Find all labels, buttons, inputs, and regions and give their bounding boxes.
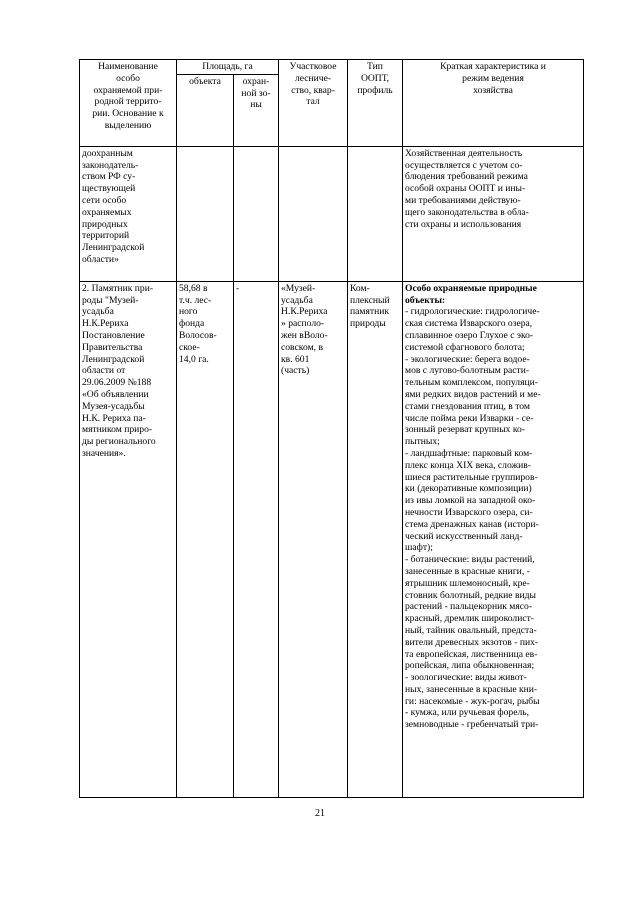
header-area-buffer: охран- ной зо- ны bbox=[234, 74, 279, 146]
cell-name: 2. Памятник при- роды "Музей- усадьба Н.К.Рериха Постановление Правительства Ленинградской области от 29.06.2009 №188 «Об объявлении Музея-усадьбы Н.К. Рериха па- мятником приро- ды регионального значения». bbox=[80, 281, 177, 797]
header-name: Наименование особо охраняемой при- родной террито- рии. Основание к выделению bbox=[80, 60, 177, 147]
header-area: Площадь, га bbox=[177, 60, 279, 75]
cell-forestry: «Музей- усадьба Н.К.Рериха » располо- жен вВоло- совском, в кв. 601 (часть) bbox=[279, 281, 348, 797]
cell-area-buffer: - bbox=[234, 281, 279, 797]
header-type: Тип ООПТ, профиль bbox=[348, 60, 403, 147]
cell-type: Ком- плексный памятник природы bbox=[348, 281, 403, 797]
cell-area-buffer bbox=[234, 146, 279, 281]
reserve-table bbox=[79, 59, 584, 798]
cell-characteristics bbox=[403, 281, 584, 797]
table-row bbox=[80, 281, 584, 797]
header-area-object: объекта bbox=[177, 74, 234, 146]
cell-type bbox=[348, 146, 403, 281]
cell-characteristics bbox=[403, 146, 584, 281]
page-number: 21 bbox=[315, 808, 325, 819]
header-characteristics: Краткая характеристика и режим ведения хозяйства bbox=[403, 60, 584, 147]
header-forestry: Участковое лесниче- ство, квар- тал bbox=[279, 60, 348, 147]
characteristics-text: Хозяйственная деятельность осуществляется с учетом со- блюдения требований режима особой охраны ООПТ и ины- ми требованиями действую- щего законодательства в обла- сти охраны и использования bbox=[405, 147, 529, 230]
cell-forestry bbox=[279, 146, 348, 281]
cell-name: доохранным законодатель- ством РФ су- ществующей сети особо охраняемых природных территорий Ленинградской области» bbox=[80, 146, 177, 281]
cell-area-object: 58,68 в т.ч. лес- ного фонда Волосов- ское- 14,0 га. bbox=[177, 281, 234, 797]
table-row bbox=[80, 146, 584, 281]
characteristics-title: Особо охраняемые природные объекты: bbox=[405, 282, 537, 306]
characteristics-text: - гидрологические: гидрологиче- ская система Изварского озера, сплавинное озеро Глухое с эко- системой сфагнового болота; - экологические: берега водое- мов с лугово-болотным расти- тельным комплексом, популяци- ями редких видов растений и ме- стами гнездования птиц, в том числе пойма реки Изварки - се- зонный резерват крупных ко- пытных; - ландшафтные: парковый ком- плекс конца XIX века, сложив- шиеся растительные группиров- ки (декоративные композиции) из ивы ломкой на западной око- нечности Изварского озера, си- стема дренажных канав (истори- ческий искусственный ланд- шафт); - ботанические: виды растений, занесенные в красные книги, - ятрышник шлемоносный, кре- стовник болотный, редкие виды растений - пальцекорник мясо- красный, дремлик широколист- ный, тайник овальный, предста- вители древесных экзотов - пих- та европейская, лиственница ев- ропейская, липа обыкновенная; - зоологические: виды живот- ных, занесенные в красные кни- ги: насекомые - жук-рогач, рыбы - кумжа, или ручьевая форель, земноводные - гребенчатый три- bbox=[405, 306, 541, 731]
cell-area-object bbox=[177, 146, 234, 281]
